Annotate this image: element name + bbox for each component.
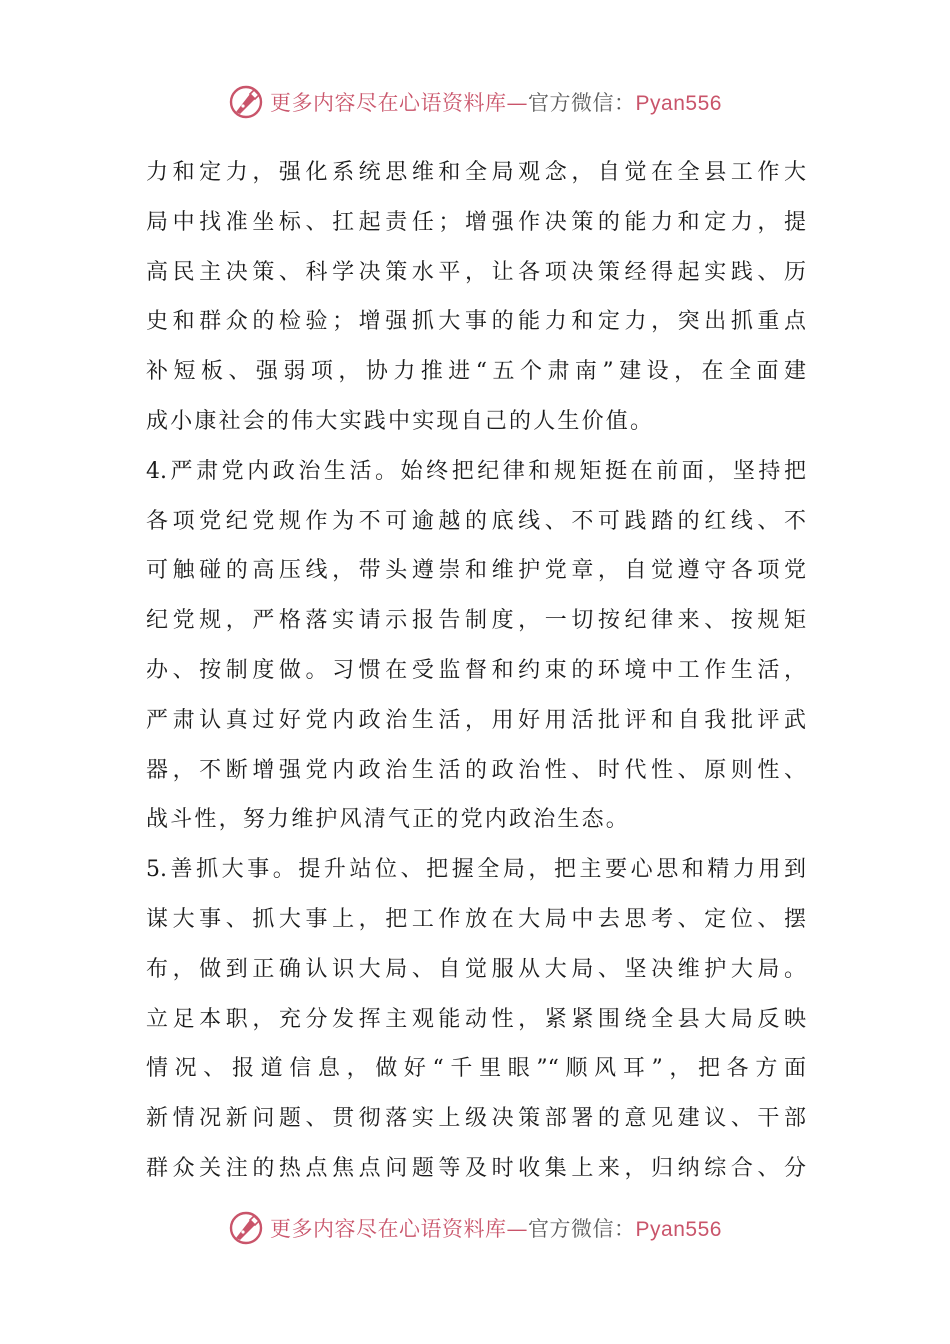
body-line: 高民主决策、科学决策水平，让各项决策经得起实践、历 xyxy=(146,259,806,285)
body-line: 可触碰的高压线，带头遵崇和维护党章，自觉遵守各项党 xyxy=(146,558,806,584)
header-banner-title: 更多内容尽在心语资料库 xyxy=(270,91,507,115)
body-line: 纪党规，严格落实请示报告制度，一切按纪律来、按规矩 xyxy=(146,608,806,634)
header-banner-text xyxy=(270,87,722,117)
body-line: 立足本职，充分发挥主观能动性，紧紧围绕全县大局反映 xyxy=(146,1006,806,1032)
footer-banner-separator: — xyxy=(506,1217,529,1241)
header-banner xyxy=(0,82,950,122)
body-line: 成小康社会的伟大实践中实现自己的人生价值。 xyxy=(146,408,655,434)
footer-banner-account: Pyan556 xyxy=(635,1218,722,1241)
header-banner-label: 官方微信： xyxy=(528,91,636,115)
header-banner-separator: — xyxy=(506,91,529,115)
body-line: 5.善抓大事。提升站位、把握全局，把主要心思和精力用到 xyxy=(146,857,806,883)
body-line: 办、按制度做。习惯在受监督和约束的环境中工作生活， xyxy=(146,657,806,683)
body-line: 谋大事、抓大事上，把工作放在大局中去思考、定位、摆 xyxy=(146,906,806,932)
body-line: 战斗性，努力维护风清气正的党内政治生态。 xyxy=(146,807,631,833)
body-line: 各项党纪党规作为不可逾越的底线、不可践踏的红线、不 xyxy=(146,508,806,534)
body-line: 群众关注的热点焦点问题等及时收集上来，归纳综合、分 xyxy=(146,1155,806,1181)
pen-nib-logo-icon xyxy=(228,84,264,120)
pen-nib-logo-icon xyxy=(228,1210,264,1246)
body-line: 布，做到正确认识大局、自觉服从大局、坚决维护大局。 xyxy=(146,956,806,982)
footer-banner-text xyxy=(270,1213,722,1243)
body-line: 力和定力，强化系统思维和全局观念，自觉在全县工作大 xyxy=(146,160,806,185)
header-banner-account: Pyan556 xyxy=(635,92,722,115)
footer-banner-label: 官方微信： xyxy=(528,1217,636,1241)
body-line: 器，不断增强党内政治生活的政治性、时代性、原则性、 xyxy=(146,757,806,783)
body-line: 补短板、强弱项，协力推进“五个肃南”建设，在全面建 xyxy=(146,359,806,385)
document-body xyxy=(146,148,806,1194)
body-line: 严肃认真过好党内政治生活，用好用活批评和自我批评武 xyxy=(146,707,806,733)
body-line: 4.严肃党内政治生活。始终把纪律和规矩挺在前面，坚持把 xyxy=(146,458,806,484)
footer-banner-title: 更多内容尽在心语资料库 xyxy=(270,1217,507,1241)
body-line: 局中找准坐标、扛起责任；增强作决策的能力和定力，提 xyxy=(146,209,806,235)
body-line: 情况、报道信息，做好“千里眼”“顺风耳”，把各方面 xyxy=(146,1056,806,1082)
body-line: 史和群众的检验；增强抓大事的能力和定力，突出抓重点 xyxy=(146,309,806,335)
footer-banner xyxy=(0,1208,950,1248)
body-line: 新情况新问题、贯彻落实上级决策部署的意见建议、干部 xyxy=(146,1106,806,1132)
